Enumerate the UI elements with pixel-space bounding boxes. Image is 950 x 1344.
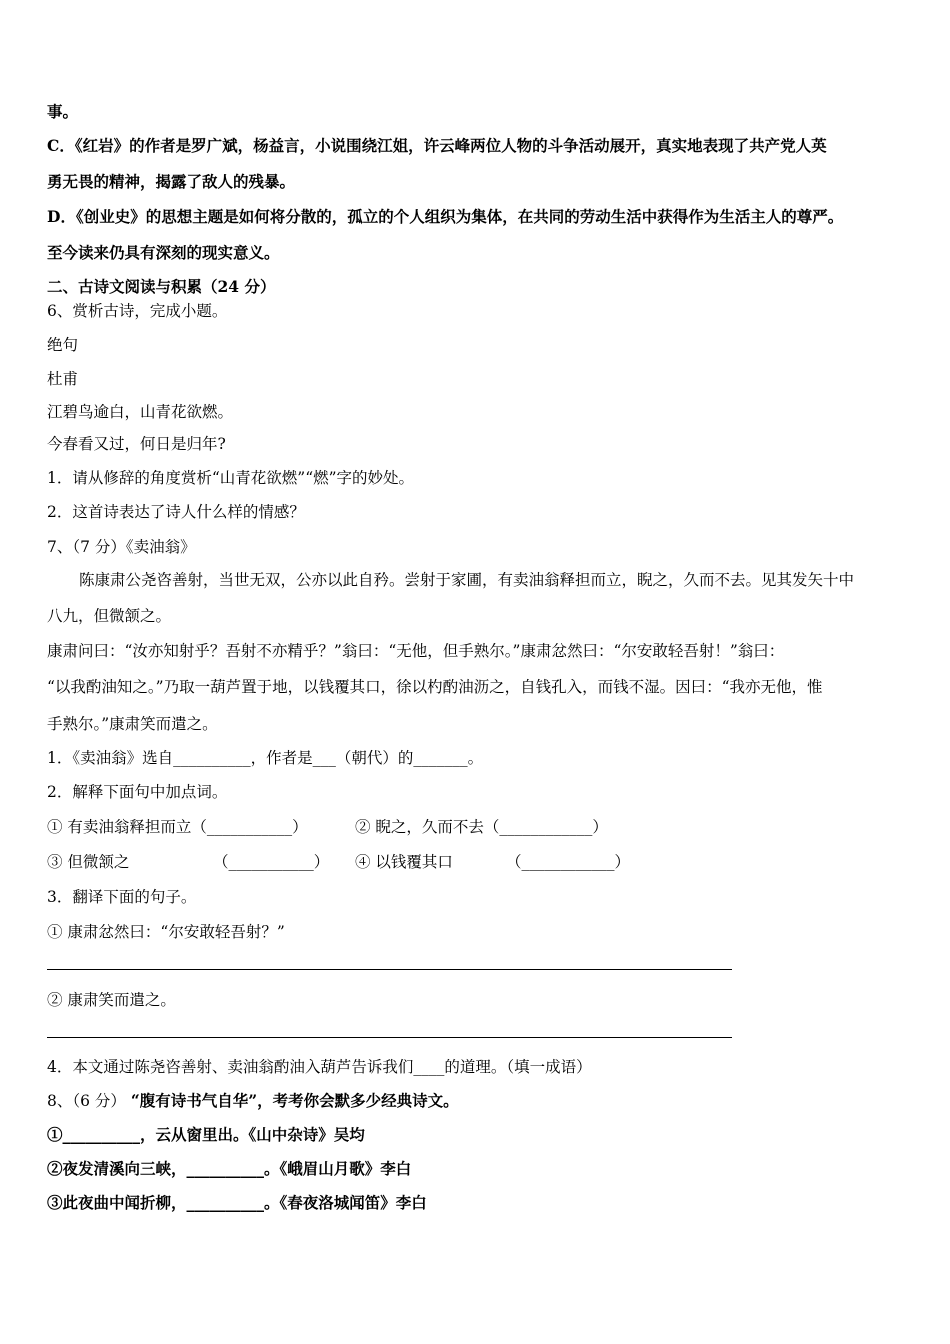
q6-poem-author: 杜甫 — [47, 370, 79, 388]
q8-line3: ③此夜曲中闻折柳，__________。《春夜洛城闻笛》李白 — [47, 1193, 427, 1212]
q7-passage-line3: 康肃问曰：“汝亦知射乎？吾射不亦精乎？”翁曰：“无他，但手熟尔。”康肃忿然曰：“尔安敢轻吾射！”翁曰： — [47, 642, 785, 660]
q6-poem-line1: 江碧鸟逾白，山青花欲燃。 — [47, 403, 234, 421]
q7-item4-blank: （____________） — [506, 853, 631, 871]
q7-passage-line2: 八九，但微颔之。 — [47, 607, 172, 625]
q7-sub1: 1．《卖油翁》选自__________，作者是___（朝代）的_______。 — [47, 749, 484, 767]
q7-item2: ② 睨之，久而不去（____________） — [355, 818, 608, 836]
q8-line2: ②夜发清溪向三峡，__________。《峨眉山月歌》李白 — [47, 1159, 412, 1178]
q8-line1: ①__________，云从窗里出。《山中杂诗》吴均 — [47, 1125, 365, 1144]
q7-item4: ④ 以钱覆其口 — [355, 853, 453, 871]
q8-stem-bold: “腹有诗书气自华”，考考你会默多少经典诗文。 — [130, 1091, 459, 1110]
q7-stem: 7、（7 分）《卖油翁》 — [47, 538, 196, 556]
section2-title: 二、古诗文阅读与积累（24 分） — [47, 277, 276, 296]
q6-sub2: 2．这首诗表达了诗人什么样的情感？ — [47, 503, 305, 521]
q7-sub2: 2．解释下面句中加点词。 — [47, 783, 228, 801]
q5-option-d-line2: 至今读来仍具有深刻的现实意义。 — [47, 243, 280, 262]
q7-sub4: 4．本文通过陈尧咨善射、卖油翁酌油入葫芦告诉我们____的道理。（填一成语） — [47, 1058, 592, 1076]
q8-stem — [47, 1091, 459, 1111]
q6-stem: 6、赏析古诗，完成小题。 — [47, 302, 228, 320]
q7-item3: ③ 但微颔之 — [47, 853, 130, 871]
q5-option-c-line2: 勇无畏的精神，揭露了敌人的残暴。 — [47, 172, 296, 191]
q7-passage-line5: 手熟尔。”康肃笑而遣之。 — [47, 715, 218, 733]
q5-tail-line: 事。 — [47, 102, 79, 121]
answer-line-2 — [47, 1037, 732, 1038]
q6-poem-line2: 今春看又过，何日是归年? — [47, 435, 226, 453]
q8-stem-prefix: 8、（6 分） — [47, 1092, 126, 1110]
q7-item1: ① 有卖油翁释担而立（___________） — [47, 818, 308, 836]
q7-passage-line1: 陈康肃公尧咨善射，当世无双，公亦以此自矜。尝射于家圃，有卖油翁释担而立，睨之，久而不去。见其发矢十中 — [79, 571, 855, 589]
q7-passage-line4: “以我酌油知之。”乃取一葫芦置于地，以钱覆其口，徐以杓酌油沥之，自钱孔入，而钱不湿。因曰：“我亦无他，惟 — [47, 678, 823, 696]
q7-item3-blank: （___________） — [213, 853, 330, 871]
q5-option-d-line1: D．《创业史》的思想主题是如何将分散的，孤立的个人组织为集体，在共同的劳动生活中获得作为生活主人的尊严。 — [47, 207, 844, 226]
q6-poem-title: 绝句 — [47, 336, 79, 354]
q7-sub3: 3．翻译下面的句子。 — [47, 888, 197, 906]
answer-line-1 — [47, 969, 732, 970]
q6-sub1: 1．请从修辞的角度赏析“山青花欲燃”“燃”字的妙处。 — [47, 469, 415, 487]
q5-option-c-line1: C．《红岩》的作者是罗广斌，杨益言，小说围绕江姐，许云峰两位人物的斗争活动展开，真实地表现了共产党人英 — [47, 136, 827, 155]
q7-translation-item2: ② 康肃笑而遣之。 — [47, 991, 176, 1009]
q7-translation-item1: ① 康肃忿然曰：“尔安敢轻吾射？” — [47, 923, 285, 941]
